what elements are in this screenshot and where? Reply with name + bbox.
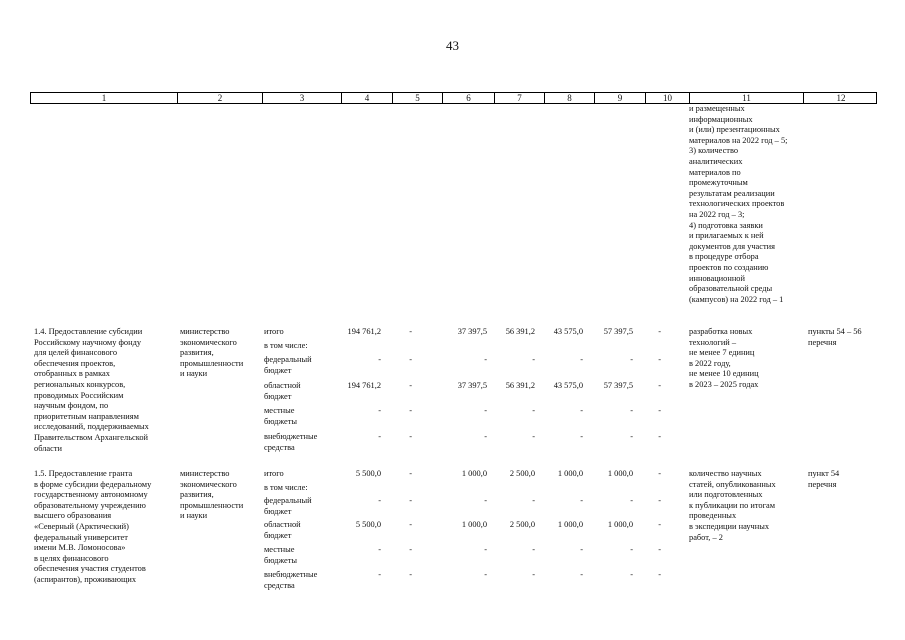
header-col-10: 10: [645, 93, 689, 103]
row-1-4-extra-col-5: -: [409, 432, 412, 441]
row-1-4-label-local: местные бюджеты: [264, 406, 298, 426]
row-1-5-total-col-10: -: [658, 469, 661, 478]
row-1-5-label-local: местные бюджеты: [264, 545, 298, 565]
row-1-5-regional-col-6: 1 000,0: [461, 520, 487, 529]
row-1-4-local-col-5: -: [409, 406, 412, 415]
row-1-4-total-col-4: 194 761,2: [347, 327, 381, 336]
row-1-5-federal-col-7: -: [532, 496, 535, 505]
row-1-4-label-total: итого: [264, 327, 284, 336]
row-1-5-local-col-10: -: [658, 545, 661, 554]
row-1-5-federal-col-10: -: [658, 496, 661, 505]
row-1-5-federal-col-8: -: [580, 496, 583, 505]
header-col-2: 2: [177, 93, 262, 103]
header-col-9: 9: [594, 93, 645, 103]
row-1-4-regional-col-8: 43 575,0: [553, 381, 583, 390]
row-1-4-regional-col-9: 57 397,5: [603, 381, 633, 390]
row-1-5-total-col-9: 1 000,0: [607, 469, 633, 478]
row-1-5-label-total: итого: [264, 469, 284, 478]
row-1-5-extra-col-8: -: [580, 570, 583, 579]
row-1-4-label-incl: в том числе:: [264, 341, 308, 350]
row-1-4-federal-col-10: -: [658, 355, 661, 364]
row-1-5-local-col-6: -: [484, 545, 487, 554]
row-1-5-regional-col-10: -: [658, 520, 661, 529]
row-1-5-name: 1.5. Предоставление гранта в форме субсидии федеральному государственному автономному образовательному учреждению высшего образования «Северный (Арктический) федеральный университет имени М.В. Ломоносова» в целях финансового обеспечения участия студентов (аспирантов), проживающих: [34, 469, 152, 584]
row-1-4-label-extra: внебюджетные средства: [264, 432, 318, 452]
row-1-4-label-regional: областной бюджет: [264, 381, 301, 401]
row-1-4-federal-col-9: -: [630, 355, 633, 364]
row-1-5-label-regional: областной бюджет: [264, 520, 301, 540]
row-1-4-federal-col-4: -: [378, 355, 381, 364]
row-1-4-extra-col-8: -: [580, 432, 583, 441]
header-col-3: 3: [262, 93, 341, 103]
header-col-1: 1: [101, 93, 107, 103]
row-1-4-local-col-7: -: [532, 406, 535, 415]
row-1-5-executor: министерство экономического развития, промышленности и науки: [180, 469, 244, 521]
row-1-4-regional-col-4: 194 761,2: [347, 381, 381, 390]
header-col-6: 6: [442, 93, 494, 103]
continuation-text: и размещенных информационных и (или) презентационных материалов на 2022 год – 5; 3) количество аналитических материалов по промежуточным результатам реализации технологических проектов на 2022 год – 3; 4) подготовка заявки и прилагаемых к ней документов для участия в процедуре отбора проектов по созданию инновационной образовательной среды (кампусов) на 2022 год – 1: [689, 104, 788, 304]
row-1-5-local-col-9: -: [630, 545, 633, 554]
row-1-5-extra-col-10: -: [658, 570, 661, 579]
header-col-4: 4: [341, 93, 392, 103]
row-1-5-local-col-7: -: [532, 545, 535, 554]
row-1-4-local-col-9: -: [630, 406, 633, 415]
row-1-4-regional-col-7: 56 391,2: [505, 381, 535, 390]
row-1-5-ref: пункт 54 перечня: [808, 469, 840, 489]
row-1-4-federal-col-5: -: [409, 355, 412, 364]
row-1-4-local-col-8: -: [580, 406, 583, 415]
row-1-5-extra-col-5: -: [409, 570, 412, 579]
header-col-7: 7: [494, 93, 544, 103]
row-1-5-extra-col-6: -: [484, 570, 487, 579]
header-col-5: 5: [392, 93, 442, 103]
row-1-4-regional-col-6: 37 397,5: [457, 381, 487, 390]
row-1-4-total-col-8: 43 575,0: [553, 327, 583, 336]
row-1-5-local-col-5: -: [409, 545, 412, 554]
row-1-4-extra-col-10: -: [658, 432, 661, 441]
row-1-4-result: разработка новых технологий – не менее 7 единиц в 2022 году, не менее 10 единиц в 2023 – 2025 годах: [689, 327, 759, 389]
row-1-5-federal-col-6: -: [484, 496, 487, 505]
row-1-4-total-col-10: -: [658, 327, 661, 336]
row-1-4-regional-col-10: -: [658, 381, 661, 390]
row-1-5-total-col-8: 1 000,0: [557, 469, 583, 478]
row-1-4-extra-col-9: -: [630, 432, 633, 441]
row-1-4-ref: пункты 54 – 56 перечня: [808, 327, 862, 347]
row-1-5-total-col-6: 1 000,0: [461, 469, 487, 478]
row-1-4-extra-col-7: -: [532, 432, 535, 441]
row-1-5-local-col-4: -: [378, 545, 381, 554]
row-1-4-local-col-4: -: [378, 406, 381, 415]
row-1-4-extra-col-4: -: [378, 432, 381, 441]
row-1-4-total-col-9: 57 397,5: [603, 327, 633, 336]
row-1-5-federal-col-5: -: [409, 496, 412, 505]
row-1-5-total-col-4: 5 500,0: [355, 469, 381, 478]
row-1-4-local-col-6: -: [484, 406, 487, 415]
page-number: 43: [446, 38, 459, 53]
row-1-5-federal-col-9: -: [630, 496, 633, 505]
row-1-4-federal-col-6: -: [484, 355, 487, 364]
row-1-4-regional-col-5: -: [409, 381, 412, 390]
row-1-4-name: 1.4. Предоставление субсидии Российскому научному фонду для целей финансового обеспечения проектов, отобранных в рамках региональных конкурсов, проводимых Российским научным фондом, по приоритетным направлениям исследований, поддерживаемых Правительством Архангельской области: [34, 327, 149, 453]
row-1-4-local-col-10: -: [658, 406, 661, 415]
row-1-5-label-incl: в том числе:: [264, 483, 308, 492]
row-1-5-total-col-5: -: [409, 469, 412, 478]
row-1-4-total-col-7: 56 391,2: [505, 327, 535, 336]
row-1-5-label-federal: федеральный бюджет: [264, 496, 312, 516]
row-1-5-regional-col-9: 1 000,0: [607, 520, 633, 529]
row-1-5-label-extra: внебюджетные средства: [264, 570, 318, 590]
row-1-5-total-col-7: 2 500,0: [509, 469, 535, 478]
row-1-4-label-federal: федеральный бюджет: [264, 355, 312, 375]
row-1-4-total-col-6: 37 397,5: [457, 327, 487, 336]
row-1-5-extra-col-7: -: [532, 570, 535, 579]
row-1-4-executor: министерство экономического развития, промышленности и науки: [180, 327, 244, 379]
row-1-5-regional-col-5: -: [409, 520, 412, 529]
row-1-4-federal-col-8: -: [580, 355, 583, 364]
row-1-5-result: количество научных статей, опубликованных или подготовленных к публикации по итогам проведенных в экспедиции научных работ, – 2: [689, 469, 776, 542]
row-1-4-extra-col-6: -: [484, 432, 487, 441]
column-header-row: [30, 92, 877, 104]
row-1-5-regional-col-8: 1 000,0: [557, 520, 583, 529]
row-1-5-local-col-8: -: [580, 545, 583, 554]
header-col-12: 12: [803, 93, 878, 103]
row-1-4-federal-col-7: -: [532, 355, 535, 364]
header-col-11: 11: [689, 93, 803, 103]
row-1-5-extra-col-9: -: [630, 570, 633, 579]
row-1-5-regional-col-4: 5 500,0: [355, 520, 381, 529]
row-1-5-federal-col-4: -: [378, 496, 381, 505]
header-col-8: 8: [544, 93, 594, 103]
row-1-5-regional-col-7: 2 500,0: [509, 520, 535, 529]
row-1-4-total-col-5: -: [409, 327, 412, 336]
row-1-5-extra-col-4: -: [378, 570, 381, 579]
